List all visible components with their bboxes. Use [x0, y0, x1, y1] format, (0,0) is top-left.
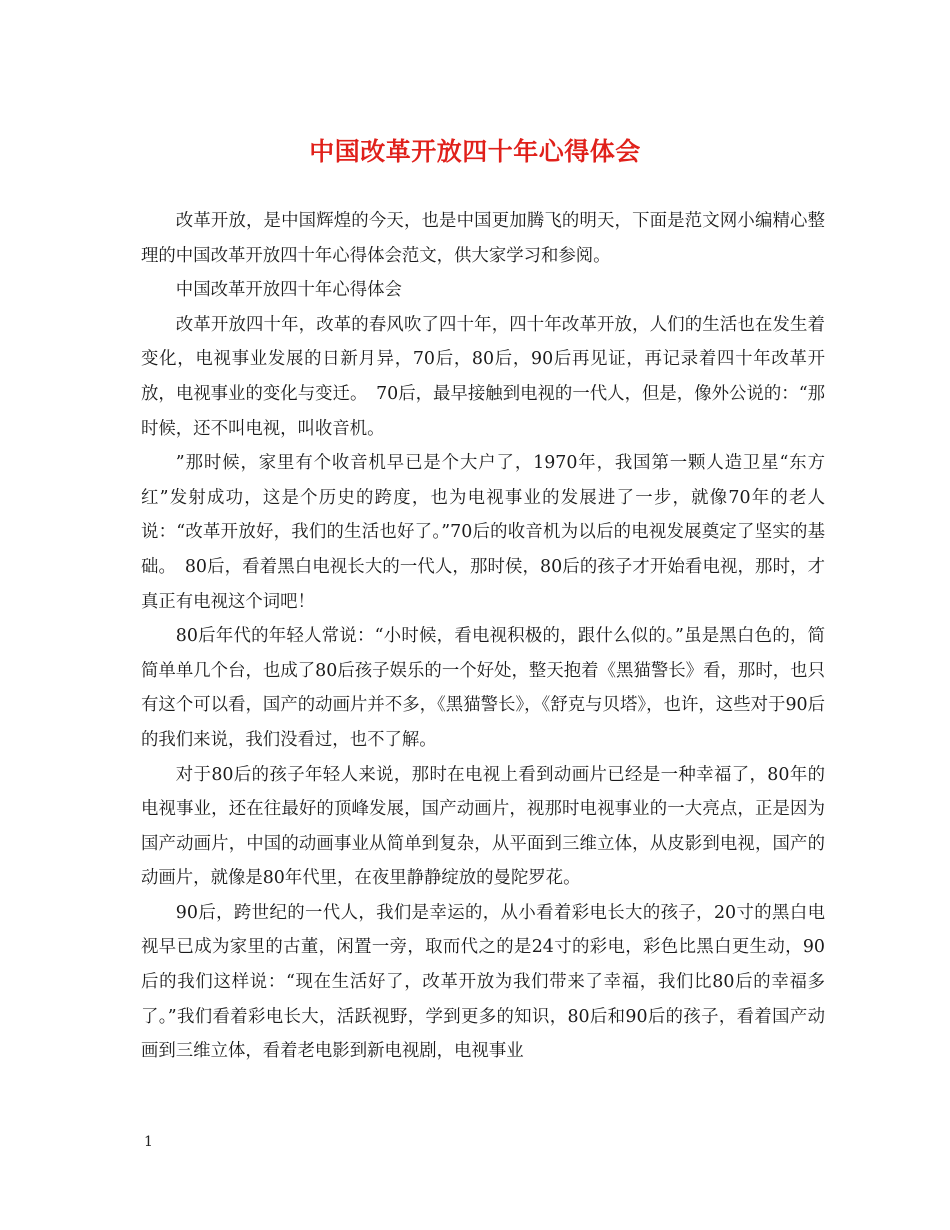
page-number: 1	[144, 1134, 153, 1150]
paragraph-radio: ”那时候，家里有个收音机早已是个大户了，1970年，我国第一颗人造卫星“东方红”发射成功，这是个历史的跨度，也为电视事业的发展进了一步，就像70年的老人说：“改革开放好，我们的生活也好了。”70后的收音机为以后的电视发展奠定了坚实的基础。 80后，看着黑白电视长大的一代人，那时侯，80后的孩子才开始看电视，那时，才真正有电视这个词吧！	[141, 453, 825, 612]
paragraph-intro: 改革开放，是中国辉煌的今天，也是中国更加腾飞的明天，下面是范文网小编精心整理的中国改革开放四十年心得体会范文，供大家学习和参阅。	[141, 211, 825, 266]
paragraph-70s: 改革开放四十年，改革的春风吹了四十年，四十年改革开放，人们的生活也在发生着变化，电视事业发展的日新月异，70后，80后，90后再见证，再记录着四十年改革开放，电视事业的变化与变迁。 70后，最早接触到电视的一代人，但是，像外公说的：“那时候，还不叫电视，叫收音机。	[141, 314, 825, 439]
paragraph-80s-cartoons: 80后年代的年轻人常说：“小时候，看电视积极的，跟什么似的。”虽是黑白色的，简简单单几个台，也成了80后孩子娱乐的一个好处，整天抱着《黑猫警长》看，那时，也只有这个可以看，国产的动画片并不多，《黑猫警长》，《舒克与贝塔》，也许，这些对于90后的我们来说，我们没看过，也不了解。	[141, 626, 825, 750]
paragraph-90s: 90后，跨世纪的一代人，我们是幸运的，从小看着彩电长大的孩子，20寸的黑白电视早已成为家里的古董，闲置一旁，取而代之的是24寸的彩电，彩色比黑白更生动，90后的我们这样说：“现在生活好了，改革开放为我们带来了幸福，我们比80后的幸福多了。”我们看着彩电长大，活跃视野，学到更多的知识，80后和90后的孩子，看着国产动画到三维立体，看着老电影到新电视剧，电视事业	[141, 902, 825, 1062]
document-title: 中国改革开放四十年心得体会	[309, 137, 641, 166]
paragraph-subtitle: 中国改革开放四十年心得体会	[175, 280, 402, 301]
document-body	[141, 204, 825, 1069]
paragraph-80s-animation: 对于80后的孩子年轻人来说，那时在电视上看到动画片已经是一种幸福了，80年的电视事业，还在往最好的顶峰发展，国产动画片，视那时电视事业的一大亮点，正是因为国产动画片，中国的动画事业从简单到复杂，从平面到三维立体，从皮影到电视，国产的动画片，就像是80年代里，在夜里静静绽放的曼陀罗花。	[141, 764, 825, 889]
